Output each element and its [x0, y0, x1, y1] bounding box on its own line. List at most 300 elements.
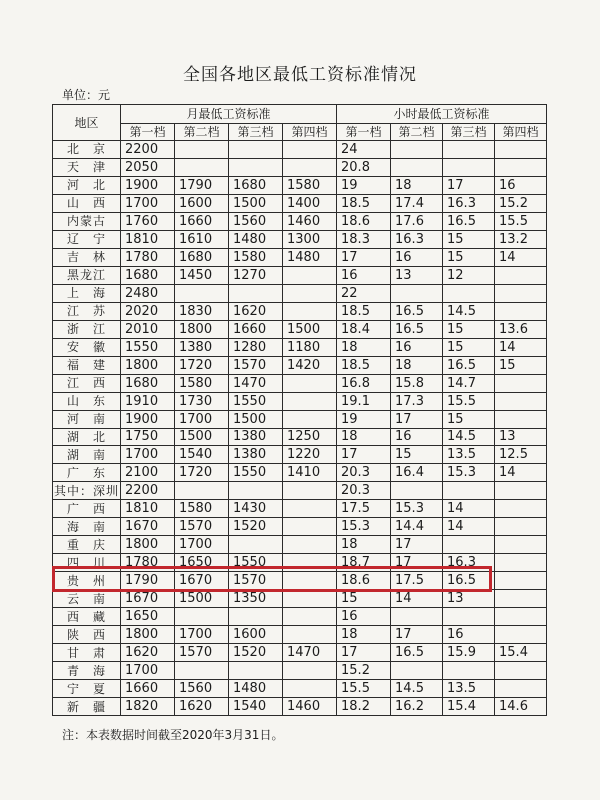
monthly-tier-1-cell: 1680 — [121, 374, 175, 392]
hourly-tier-4-cell: 14.6 — [495, 698, 547, 716]
hourly-tier-2-cell: 17 — [391, 626, 443, 644]
hourly-tier-4-cell: 15 — [495, 356, 547, 374]
table-row — [53, 338, 547, 356]
hourly-tier-1-cell: 17 — [337, 446, 391, 464]
region-cell: 四 川 — [53, 554, 121, 572]
monthly-tier-2-cell: 1610 — [175, 230, 229, 248]
hourly-tier-1-cell: 16 — [337, 608, 391, 626]
monthly-tier-4-cell — [283, 482, 337, 500]
monthly-tier-1-cell: 1800 — [121, 536, 175, 554]
hourly-tier-4-cell — [495, 374, 547, 392]
table-row — [53, 536, 547, 554]
table-row — [53, 374, 547, 392]
monthly-tier-2-cell: 1800 — [175, 320, 229, 338]
monthly-tier-2-cell — [175, 158, 229, 176]
monthly-tier-1-cell: 2050 — [121, 158, 175, 176]
region-cell: 福 建 — [53, 356, 121, 374]
monthly-tier-4-cell: 1180 — [283, 338, 337, 356]
monthly-tier-3-cell — [229, 482, 283, 500]
hourly-tier-3-cell: 16 — [443, 626, 495, 644]
hourly-tier-3-cell — [443, 662, 495, 680]
table-row — [53, 590, 547, 608]
monthly-tier-2-cell: 1660 — [175, 212, 229, 230]
hourly-tier-1-cell: 15.3 — [337, 518, 391, 536]
region-cell: 吉 林 — [53, 248, 121, 266]
table-row — [53, 500, 547, 518]
hourly-tier-4-cell: 15.5 — [495, 212, 547, 230]
region-cell: 湖 南 — [53, 446, 121, 464]
hourly-tier-2-cell: 15 — [391, 446, 443, 464]
monthly-tier-1-cell: 1900 — [121, 176, 175, 194]
table-row — [53, 446, 547, 464]
monthly-tier-4-cell: 1580 — [283, 176, 337, 194]
hourly-tier-1-cell: 18 — [337, 536, 391, 554]
hourly-tier-3-cell — [443, 158, 495, 176]
hourly-tier-1-cell: 15.5 — [337, 680, 391, 698]
monthly-tier-4-cell: 1300 — [283, 230, 337, 248]
hourly-tier-3-cell: 16.3 — [443, 554, 495, 572]
monthly-tier-2-cell: 1790 — [175, 176, 229, 194]
monthly-tier-3-cell: 1480 — [229, 680, 283, 698]
monthly-tier-2-cell: 1570 — [175, 518, 229, 536]
monthly-tier-2-cell — [175, 284, 229, 302]
hourly-tier-4-cell — [495, 626, 547, 644]
hourly-tier-3-cell — [443, 536, 495, 554]
table-row — [53, 464, 547, 482]
monthly-tier-4-cell — [283, 608, 337, 626]
region-cell: 贵 州 — [53, 572, 121, 590]
footnote: 注：本表数据时间截至2020年3月31日。 — [62, 728, 284, 742]
monthly-tier-4-cell — [283, 410, 337, 428]
monthly-tier-3-cell: 1570 — [229, 356, 283, 374]
hourly-tier-3-cell — [443, 141, 495, 159]
hourly-tier-3-cell: 14.7 — [443, 374, 495, 392]
monthly-tier-2-cell — [175, 608, 229, 626]
hourly-tier-1-cell: 18.7 — [337, 554, 391, 572]
monthly-tier-3-cell: 1580 — [229, 248, 283, 266]
hourly-tier-2-cell: 14.5 — [391, 680, 443, 698]
hourly-header: 小时最低工资标准 — [337, 105, 547, 124]
monthly-tier-4-cell: 1410 — [283, 464, 337, 482]
monthly-tier-2-cell: 1500 — [175, 590, 229, 608]
table-row — [53, 518, 547, 536]
region-cell: 广 东 — [53, 464, 121, 482]
hourly-tier-1-cell: 15 — [337, 590, 391, 608]
region-cell: 其中：深圳 — [53, 483, 119, 498]
hourly-tier-4-cell — [495, 158, 547, 176]
table-row — [53, 302, 547, 320]
hourly-tier-1-cell: 17.5 — [337, 500, 391, 518]
table-row — [53, 176, 547, 194]
monthly-tier-2-cell: 1830 — [175, 302, 229, 320]
monthly-tier-4-cell — [283, 284, 337, 302]
hourly-tier-4-cell: 14 — [495, 464, 547, 482]
region-cell: 上 海 — [53, 284, 121, 302]
table-row — [53, 608, 547, 626]
hourly-tier-4-cell: 13 — [495, 428, 547, 446]
monthly-tier-3-cell: 1540 — [229, 698, 283, 716]
monthly-tier-1-cell: 2200 — [121, 141, 175, 159]
hourly-tier-1-cell: 17 — [337, 644, 391, 662]
monthly-tier-4-cell — [283, 518, 337, 536]
region-cell: 辽 宁 — [53, 230, 121, 248]
table-row — [53, 356, 547, 374]
monthly-tier-3-cell: 1550 — [229, 464, 283, 482]
hourly-tier-2-cell: 14 — [391, 590, 443, 608]
hourly-tier-1-cell: 20.3 — [337, 482, 391, 500]
table-row — [53, 644, 547, 662]
hourly-tier-1-cell: 18 — [337, 626, 391, 644]
region-cell: 河 北 — [53, 176, 121, 194]
hourly-tier-2-cell: 17.3 — [391, 392, 443, 410]
monthly-tier-2-cell: 1700 — [175, 410, 229, 428]
hourly-tier-2-cell: 16.4 — [391, 464, 443, 482]
monthly-tier-4-cell: 1460 — [283, 698, 337, 716]
table-row — [53, 626, 547, 644]
monthly-tier-3-cell: 1550 — [229, 392, 283, 410]
hourly-tier-4-cell — [495, 662, 547, 680]
hourly-tier-4-cell: 14 — [495, 248, 547, 266]
monthly-tier-2-cell: 1580 — [175, 500, 229, 518]
hourly-tier-1-cell: 16.8 — [337, 374, 391, 392]
monthly-tier-1-cell: 1780 — [121, 554, 175, 572]
monthly-tier-2-cell: 1560 — [175, 680, 229, 698]
hourly-tier-1-cell: 18.6 — [337, 212, 391, 230]
hourly-tier-3-cell: 14.5 — [443, 428, 495, 446]
hourly-tier-4-cell: 13.6 — [495, 320, 547, 338]
hourly-tier-1-cell: 18.5 — [337, 356, 391, 374]
monthly-tier-1-cell: 2480 — [121, 284, 175, 302]
hourly-tier-4-cell — [495, 284, 547, 302]
hourly-tier-2-cell: 16.3 — [391, 230, 443, 248]
monthly-tier-2-cell: 1540 — [175, 446, 229, 464]
hourly-tier-4-cell: 12.5 — [495, 446, 547, 464]
region-cell: 西 藏 — [53, 608, 121, 626]
monthly-tier-4-cell — [283, 374, 337, 392]
monthly-tier-4-cell — [283, 141, 337, 159]
hourly-tier-4-cell — [495, 536, 547, 554]
hourly-tier-1-cell: 18.5 — [337, 194, 391, 212]
hourly-tier-3-cell: 15 — [443, 230, 495, 248]
table-row — [53, 662, 547, 680]
hourly-tier-4-cell — [495, 572, 547, 590]
monthly-tier-1-cell: 1660 — [121, 680, 175, 698]
hourly-tier-1-cell: 20.8 — [337, 158, 391, 176]
monthly-tier-2-cell: 1570 — [175, 644, 229, 662]
hourly-tier-2-cell — [391, 141, 443, 159]
region-cell: 北 京 — [53, 141, 121, 159]
hourly-tier-1-cell: 17 — [337, 248, 391, 266]
hourly-tier-2-cell: 13 — [391, 266, 443, 284]
minimum-wage-table — [52, 104, 547, 716]
hourly-tier-1-cell: 18.6 — [337, 572, 391, 590]
hourly-tier-3-cell: 13.5 — [443, 680, 495, 698]
tier-header-row — [53, 124, 547, 141]
monthly-tier-3-cell: 1380 — [229, 446, 283, 464]
hourly-tier-3-cell: 14.5 — [443, 302, 495, 320]
monthly-tier-3-cell: 1560 — [229, 212, 283, 230]
monthly-tier-4-cell — [283, 554, 337, 572]
hourly-tier-3-cell: 16.5 — [443, 572, 495, 590]
hourly-tier-3-cell: 16.3 — [443, 194, 495, 212]
unit-label: 单位：元 — [62, 88, 111, 102]
monthly-tier-3-cell: 1270 — [229, 266, 283, 284]
monthly-tier-3-cell — [229, 536, 283, 554]
monthly-tier-3-cell: 1380 — [229, 428, 283, 446]
monthly-tier-1-cell: 1910 — [121, 392, 175, 410]
hourly-tier-2-cell: 16 — [391, 428, 443, 446]
monthly-tier-header: 第二档 — [175, 124, 229, 141]
hourly-tier-header: 第一档 — [337, 124, 391, 141]
monthly-tier-1-cell: 1700 — [121, 662, 175, 680]
hourly-tier-3-cell: 15.5 — [443, 392, 495, 410]
table-row — [53, 428, 547, 446]
hourly-tier-1-cell: 16 — [337, 266, 391, 284]
region-cell: 海 南 — [53, 518, 121, 536]
hourly-tier-4-cell — [495, 554, 547, 572]
monthly-tier-3-cell: 1350 — [229, 590, 283, 608]
hourly-tier-2-cell — [391, 482, 443, 500]
monthly-tier-2-cell: 1700 — [175, 626, 229, 644]
hourly-tier-2-cell: 17 — [391, 536, 443, 554]
monthly-tier-3-cell: 1620 — [229, 302, 283, 320]
table-row — [53, 572, 547, 590]
region-cell: 广 西 — [53, 500, 121, 518]
monthly-tier-2-cell: 1580 — [175, 374, 229, 392]
monthly-tier-header: 第四档 — [283, 124, 337, 141]
monthly-tier-1-cell: 1800 — [121, 356, 175, 374]
monthly-tier-1-cell: 1670 — [121, 518, 175, 536]
hourly-tier-1-cell: 19.1 — [337, 392, 391, 410]
table-row — [53, 230, 547, 248]
monthly-tier-3-cell: 1600 — [229, 626, 283, 644]
monthly-tier-1-cell: 1680 — [121, 266, 175, 284]
hourly-tier-3-cell: 16.5 — [443, 212, 495, 230]
hourly-tier-2-cell: 16.5 — [391, 320, 443, 338]
monthly-tier-4-cell: 1500 — [283, 320, 337, 338]
hourly-tier-2-cell: 16 — [391, 248, 443, 266]
monthly-tier-4-cell: 1250 — [283, 428, 337, 446]
monthly-tier-1-cell: 1810 — [121, 500, 175, 518]
table-row — [53, 410, 547, 428]
hourly-tier-3-cell — [443, 482, 495, 500]
hourly-tier-4-cell — [495, 410, 547, 428]
region-cell: 内蒙古 — [53, 212, 121, 230]
hourly-tier-2-cell: 17 — [391, 410, 443, 428]
hourly-tier-1-cell: 18.5 — [337, 302, 391, 320]
table-row — [53, 158, 547, 176]
monthly-tier-4-cell — [283, 158, 337, 176]
hourly-tier-3-cell: 12 — [443, 266, 495, 284]
monthly-tier-2-cell: 1500 — [175, 428, 229, 446]
monthly-tier-4-cell — [283, 680, 337, 698]
monthly-tier-1-cell: 2200 — [121, 482, 175, 500]
table-row — [53, 392, 547, 410]
monthly-tier-1-cell: 1550 — [121, 338, 175, 356]
monthly-tier-3-cell — [229, 141, 283, 159]
hourly-tier-1-cell: 15.2 — [337, 662, 391, 680]
monthly-tier-1-cell: 1670 — [121, 590, 175, 608]
table-row — [53, 680, 547, 698]
hourly-tier-3-cell: 15.4 — [443, 698, 495, 716]
hourly-tier-header: 第三档 — [443, 124, 495, 141]
monthly-tier-1-cell: 1620 — [121, 644, 175, 662]
region-cell: 天 津 — [53, 158, 121, 176]
hourly-tier-3-cell: 13 — [443, 590, 495, 608]
monthly-tier-3-cell: 1500 — [229, 410, 283, 428]
monthly-tier-3-cell: 1430 — [229, 500, 283, 518]
monthly-tier-3-cell: 1660 — [229, 320, 283, 338]
table-row — [53, 554, 547, 572]
hourly-tier-1-cell: 18 — [337, 428, 391, 446]
hourly-tier-4-cell — [495, 482, 547, 500]
hourly-tier-2-cell — [391, 158, 443, 176]
monthly-tier-4-cell: 1480 — [283, 248, 337, 266]
region-cell: 河 南 — [53, 410, 121, 428]
hourly-tier-2-cell: 14.4 — [391, 518, 443, 536]
monthly-tier-1-cell: 1800 — [121, 626, 175, 644]
hourly-tier-4-cell — [495, 141, 547, 159]
table-row — [53, 194, 547, 212]
hourly-tier-4-cell: 14 — [495, 338, 547, 356]
hourly-tier-3-cell: 15.3 — [443, 464, 495, 482]
hourly-tier-2-cell: 16.5 — [391, 302, 443, 320]
hourly-tier-2-cell: 18 — [391, 176, 443, 194]
monthly-tier-3-cell — [229, 608, 283, 626]
hourly-tier-2-cell: 17.5 — [391, 572, 443, 590]
hourly-tier-4-cell: 15.2 — [495, 194, 547, 212]
monthly-tier-4-cell — [283, 662, 337, 680]
hourly-tier-2-cell: 17.4 — [391, 194, 443, 212]
hourly-tier-2-cell: 17.6 — [391, 212, 443, 230]
monthly-tier-3-cell: 1520 — [229, 518, 283, 536]
hourly-tier-2-cell: 16 — [391, 338, 443, 356]
hourly-tier-2-cell: 16.2 — [391, 698, 443, 716]
region-cell: 安 徽 — [53, 338, 121, 356]
hourly-tier-header: 第二档 — [391, 124, 443, 141]
hourly-tier-3-cell: 15.9 — [443, 644, 495, 662]
region-cell: 重 庆 — [53, 536, 121, 554]
monthly-tier-1-cell: 1820 — [121, 698, 175, 716]
monthly-tier-1-cell: 1700 — [121, 446, 175, 464]
monthly-tier-4-cell: 1400 — [283, 194, 337, 212]
hourly-tier-2-cell: 16.5 — [391, 644, 443, 662]
monthly-tier-1-cell: 2010 — [121, 320, 175, 338]
region-cell: 山 东 — [53, 392, 121, 410]
table-row — [53, 266, 547, 284]
monthly-tier-3-cell: 1550 — [229, 554, 283, 572]
region-cell: 青 海 — [53, 662, 121, 680]
hourly-tier-4-cell — [495, 518, 547, 536]
hourly-tier-4-cell — [495, 392, 547, 410]
hourly-tier-3-cell: 13.5 — [443, 446, 495, 464]
table-row — [53, 248, 547, 266]
hourly-tier-4-cell — [495, 608, 547, 626]
monthly-tier-2-cell — [175, 141, 229, 159]
hourly-tier-4-cell — [495, 266, 547, 284]
hourly-tier-2-cell — [391, 608, 443, 626]
hourly-tier-1-cell: 18.2 — [337, 698, 391, 716]
monthly-tier-2-cell — [175, 662, 229, 680]
monthly-tier-2-cell: 1670 — [175, 572, 229, 590]
monthly-tier-4-cell — [283, 266, 337, 284]
monthly-tier-4-cell: 1460 — [283, 212, 337, 230]
hourly-tier-1-cell: 20.3 — [337, 464, 391, 482]
monthly-tier-4-cell — [283, 500, 337, 518]
monthly-tier-1-cell: 1750 — [121, 428, 175, 446]
monthly-tier-4-cell — [283, 590, 337, 608]
monthly-tier-2-cell: 1380 — [175, 338, 229, 356]
region-cell: 新 疆 — [53, 698, 121, 716]
monthly-header: 月最低工资标准 — [121, 105, 337, 124]
hourly-tier-3-cell: 16.5 — [443, 356, 495, 374]
region-cell: 湖 北 — [53, 428, 121, 446]
hourly-tier-4-cell: 13.2 — [495, 230, 547, 248]
table-row — [53, 141, 547, 159]
monthly-tier-4-cell — [283, 572, 337, 590]
monthly-tier-2-cell: 1620 — [175, 698, 229, 716]
region-cell: 江 西 — [53, 374, 121, 392]
monthly-tier-2-cell: 1720 — [175, 356, 229, 374]
monthly-tier-header: 第三档 — [229, 124, 283, 141]
monthly-tier-2-cell: 1450 — [175, 266, 229, 284]
region-cell: 江 苏 — [53, 302, 121, 320]
monthly-tier-2-cell: 1680 — [175, 248, 229, 266]
monthly-tier-4-cell: 1470 — [283, 644, 337, 662]
hourly-tier-3-cell: 15 — [443, 248, 495, 266]
hourly-tier-1-cell: 19 — [337, 410, 391, 428]
monthly-tier-4-cell — [283, 626, 337, 644]
monthly-tier-4-cell: 1420 — [283, 356, 337, 374]
table-row — [53, 698, 547, 716]
monthly-tier-2-cell: 1650 — [175, 554, 229, 572]
table-header-row — [53, 105, 547, 124]
monthly-tier-1-cell: 1900 — [121, 410, 175, 428]
hourly-tier-2-cell: 17 — [391, 554, 443, 572]
region-header: 地区 — [53, 105, 121, 141]
monthly-tier-2-cell — [175, 482, 229, 500]
monthly-tier-header: 第一档 — [121, 124, 175, 141]
monthly-tier-4-cell — [283, 392, 337, 410]
page-title: 全国各地区最低工资标准情况 — [183, 65, 417, 85]
table-body — [53, 141, 547, 716]
hourly-tier-2-cell: 15.8 — [391, 374, 443, 392]
monthly-tier-3-cell: 1680 — [229, 176, 283, 194]
monthly-tier-3-cell: 1280 — [229, 338, 283, 356]
monthly-tier-1-cell: 1700 — [121, 194, 175, 212]
hourly-tier-3-cell: 17 — [443, 176, 495, 194]
table-row — [53, 482, 547, 500]
region-cell: 云 南 — [53, 590, 121, 608]
monthly-tier-1-cell: 2100 — [121, 464, 175, 482]
monthly-tier-3-cell — [229, 662, 283, 680]
table-row — [53, 320, 547, 338]
monthly-tier-1-cell: 1760 — [121, 212, 175, 230]
monthly-tier-1-cell: 2020 — [121, 302, 175, 320]
monthly-tier-1-cell: 1810 — [121, 230, 175, 248]
region-cell: 浙 江 — [53, 320, 121, 338]
monthly-tier-3-cell — [229, 158, 283, 176]
monthly-tier-1-cell: 1780 — [121, 248, 175, 266]
monthly-tier-2-cell: 1600 — [175, 194, 229, 212]
monthly-tier-4-cell — [283, 536, 337, 554]
hourly-tier-3-cell: 14 — [443, 500, 495, 518]
monthly-tier-3-cell: 1570 — [229, 572, 283, 590]
monthly-tier-2-cell: 1720 — [175, 464, 229, 482]
monthly-tier-3-cell: 1480 — [229, 230, 283, 248]
monthly-tier-3-cell: 1520 — [229, 644, 283, 662]
table-row — [53, 284, 547, 302]
